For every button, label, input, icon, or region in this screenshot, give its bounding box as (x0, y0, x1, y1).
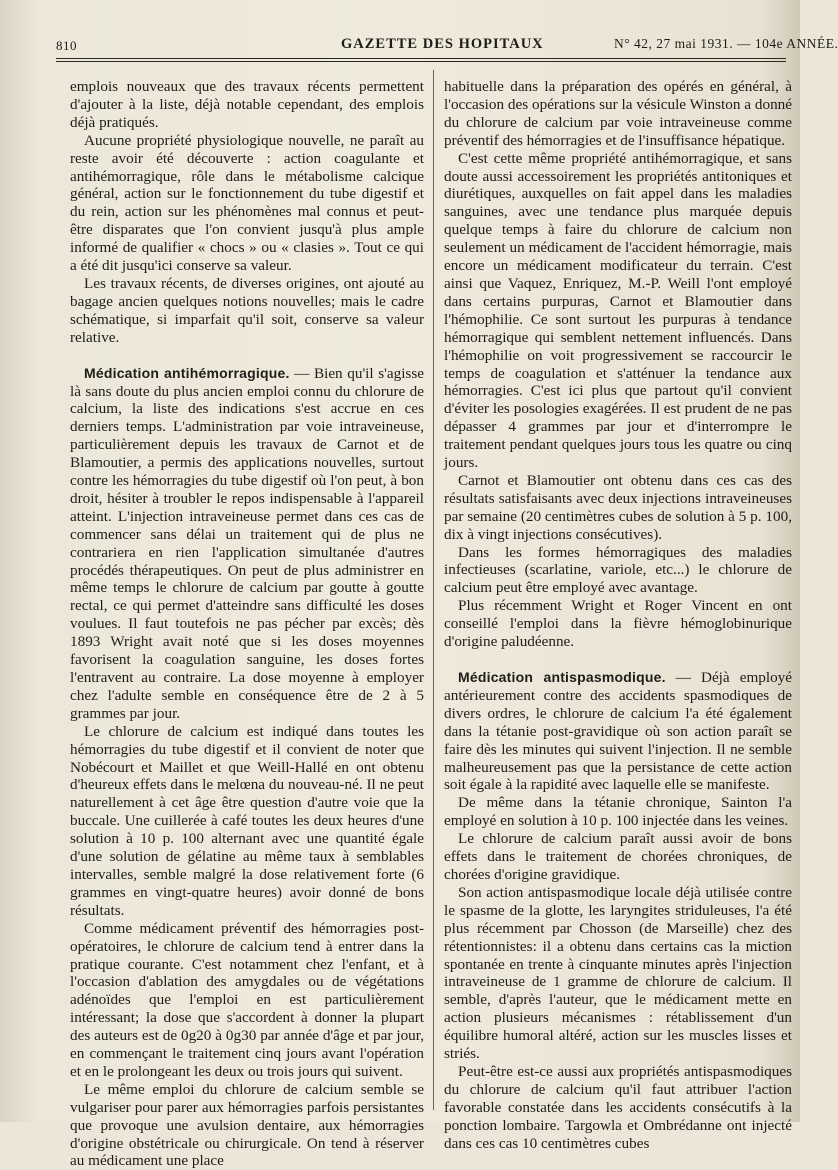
right-column (444, 78, 792, 1152)
paragraph-text: Plus récemment Wright et Roger Vincent en ont conseillé l'emploi dans la fièvre hémoglobinurique d'origine paludéenne. (444, 597, 792, 651)
paragraph (70, 723, 424, 920)
paragraph (444, 830, 792, 884)
paragraph-text: Carnot et Blamoutier ont obtenu dans ces cas des résultats satisfaisants avec deux injections intraveineuses par semaine (20 centimètres cubes de solution à 5 p. 100, dix à vingt injections consécutives). (444, 471, 792, 543)
column-divider (433, 70, 434, 1110)
paragraph (444, 472, 792, 544)
paragraph-text: — Déjà employé antérieurement contre des accidents spasmodiques de divers ordres, le chlorure de calcium l'a été également dans la tétanie post-gravidique où son action paraît se faire dès les minutes qui suivent l'injection. Il ne semble malheureusement pas que la persistance de cette action soit égale à la rapidité avec laquelle elle se manifeste. (444, 669, 792, 794)
header-rule (56, 58, 786, 59)
page-header (56, 34, 838, 56)
issue-info: N° 42, 27 mai 1931. — 104e ANNÉE. (614, 36, 838, 51)
paragraph-text: C'est cette même propriété antihémorragique, et sans doute aussi accessoirement les propriétés antitoniques et diurétiques, auxquelles on fait appel dans les maladies sanguines, avec une tendance plus marquée depuis quelque temps à faire du chlorure de calcium non seulement un médicament de l'accident hémorragie, mais encore un médicament modificateur du terrain. C'est ainsi que Vaquez, Enriquez, M.-P. Weill l'ont employé dans certains purpuras, Carnot et Blamoutier dans l'hémophilie. Ce sont surtout les purpuras à tendance hémorragique qui semblent nettement influencés. Dans l'hémophilie on voit progressivement se raccourcir le temps de coagulation et s'atténuer la tendance aux hémorragies. C'est ici plus que partout qu'il convient d'éviter les posologies exagérées. Il est prudent de ne pas dépasser 4 grammes par jour et d'interrompre le traitement pendant quelques jours tous les quatre ou cinq jours. (444, 149, 792, 472)
section-heading: Médication antispasmodique. (458, 669, 666, 685)
paragraph (70, 1081, 424, 1170)
header-rule-double (56, 61, 786, 62)
paragraph (444, 1063, 792, 1153)
page-number: 810 (56, 38, 77, 53)
paragraph (444, 794, 792, 830)
paragraph (70, 78, 424, 132)
paragraph (70, 920, 424, 1081)
paragraph-text: Le chlorure de calcium paraît aussi avoir de bons effets dans le traitement de chorées chroniques, de chorées d'origine gravidique. (444, 830, 792, 883)
paragraph (444, 544, 792, 598)
paragraph-text: Peut-être est-ce aussi aux propriétés antispasmodiques du chlorure de calcium qu'il faut attribuer l'action favorable constatée dans les accidents consécutifs à la ponction lombaire. Targowla et Ombrédanne ont injecté dans ces cas 10 centimètres cubes (444, 1062, 792, 1152)
paragraph-text: Les travaux récents, de diverses origines, ont ajouté au bagage ancien quelques notions nouvelles; mais le cadre schématique, si imparfait qu'il soit, conserve sa valeur relative. (70, 274, 424, 346)
paragraph-text: Son action antispasmodique locale déjà utilisée contre le spasme de la glotte, les laryngites striduleuses, l'a été plus récemment par Chosson (de Marseille) chez des rétentionnistes: il a obtenu dans certains cas la miction spontanée en trente à cinquante minutes après l'injection intraveineuse de 1 gramme de chlorure de calcium. Il semble, d'après l'auteur, que le médicament mette en action plusieurs mécanismes : rétablissement d'un équilibre humoral altéré, action sur les muscles lisses et striés. (444, 883, 792, 1063)
paragraph-text: Le chlorure de calcium est indiqué dans toutes les hémorragies du tube digestif et il convient de noter que Nobécourt et Maillet et que Weill-Hallé en ont obtenu d'heureux effets dans le melœna du nouveau-né. Il ne peut naturellement à cet âge être question d'autre voie que la buccale. Une cuillerée à café toutes les deux heures d'une solution à 10 p. 100 alternant avec une quantité égale d'une solution de gélatine au même taux à semblables intervalles, semble malgré la dose relativement forte (6 grammes en vingt-quatre heures) avoir donné de bons résultats. (70, 722, 424, 919)
journal-title: GAZETTE DES HOPITAUX (341, 36, 544, 52)
paragraph (70, 275, 424, 347)
paragraph (444, 78, 792, 150)
paragraph (444, 884, 792, 1063)
paragraph-text: Le même emploi du chlorure de calcium semble se vulgariser pour parer aux hémorragies parfois persistantes que provoque une avulsion dentaire, aux hémorragies d'origine obstétricale ou chirurgicale. On tend à réserver au médicament une place (70, 1080, 424, 1170)
paragraph-text: habituelle dans la préparation des opérés en général, à l'occasion des opérations sur la vésicule Winston a donné du chlorure de calcium par voie intraveineuse comme préventif des hémorragies et de l'insuffisance hépatique. (444, 78, 792, 149)
paragraph-text: emplois nouveaux que des travaux récents permettent d'ajouter à la liste, déjà notable cependant, des emplois déjà pratiqués. (70, 78, 424, 131)
paragraph (444, 150, 792, 472)
paragraph (444, 669, 792, 794)
paragraph (444, 597, 792, 651)
paragraph (70, 132, 424, 275)
left-column (70, 78, 424, 1170)
paragraph-text: De même dans la tétanie chronique, Sainton l'a employé en solution à 10 p. 100 injectée dans les veines. (444, 794, 792, 830)
paragraph-text: Comme médicament préventif des hémorragies post-opératoires, le chlorure de calcium tend à entrer dans la pratique courante. C'est notamment chez l'enfant, et à l'occasion d'ablation des amygdales ou de végétations adénoïdes que l'emploi en est particulièrement intéressant; la dose que s'accordent à donner la plupart des auteurs est de 0g20 à 0g30 par année d'âge et par jour, en commençant le traitement cinq jours avant l'opération et en le prolongeant les deux ou trois jours qui suivent. (70, 919, 424, 1080)
paragraph (70, 365, 424, 723)
paragraph-text: — Bien qu'il s'agisse là sans doute du plus ancien emploi connu du chlorure de calcium, la liste des indications s'est accrue en ces derniers temps. L'administration par voie intraveineuse, particulièrement depuis les travaux de Carnot et de Blamoutier, a permis des applications nouvelles, surtout contre les hémorragies du tube digestif où l'on peut, à bon droit, hésiter à troubler le repos indispensable à l'appareil atteint. L'injection intraveineuse permet dans ces cas de commencer sans délai un traitement qui de plus ne contrariera en rien l'application simultanée d'autres procédés thérapeutiques. On peut de plus administrer en même temps le chlorure de calcium par goutte à goutte rectal, ce qui permet d'atteindre sans difficulté les doses voulues. Il faut toutefois ne pas pécher par excès; dès 1893 Wright avait noté que si les doses moyennes favorisent la coagulation sanguine, les doses fortes l'entravent au contraire. La dose moyenne à employer chez l'adulte semble en conséquence être de 2 à 5 grammes par jour. (70, 364, 424, 722)
paragraph-text: Dans les formes hémorragiques des maladies infectieuses (scarlatine, variole, etc...) le chlorure de calcium peut être employé avec avantage. (444, 543, 792, 597)
paragraph-text: Aucune propriété physiologique nouvelle, ne paraît au reste avoir été découverte : action coagulante et antihémorragique, rôle dans le métabolisme calcique général, action sur le fonctionnement du tube digestif et du rein, action sur les phénomènes mal connus et peut-être disparates que l'on convient jusqu'à plus ample informé de qualifier « chocs » ou « clasies ». Tout ce qui a été dit jusqu'ici conserve sa valeur. (70, 131, 424, 275)
section-heading: Médication antihémorragique. (84, 364, 290, 381)
